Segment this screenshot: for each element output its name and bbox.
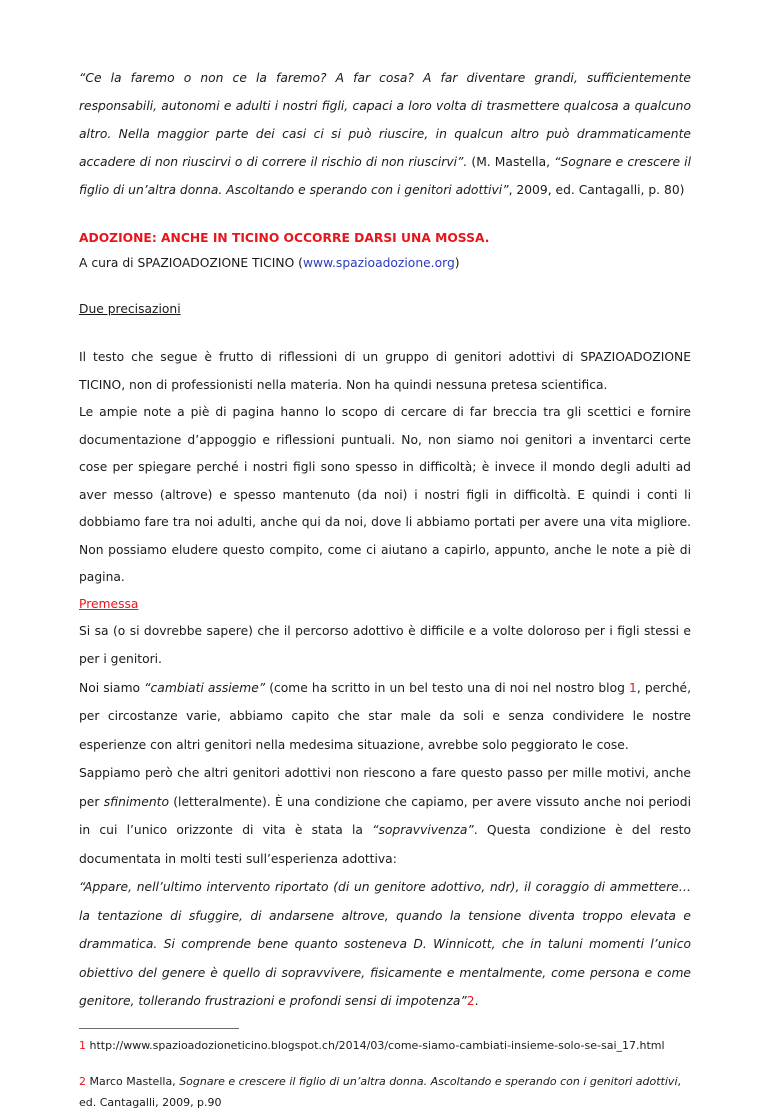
quote-cite-close: , 2009, ed. Cantagalli, p. 80) — [508, 183, 685, 197]
p3-em2: “sopravvivenza” — [372, 823, 474, 837]
footnote-separator — [79, 1028, 239, 1029]
p3-a: Sappiamo però che altri genitori adottivi non riescono a fare questo passo per mille motivi, anche per — [79, 766, 691, 809]
document-title: ADOZIONE: ANCHE IN TICINO OCCORRE DARSI UNA MOSSA. — [79, 231, 490, 245]
footnote-1-number: 1 — [79, 1038, 86, 1052]
website-link[interactable]: www.spazioadozione.org — [302, 256, 455, 270]
byline-suffix: ) — [454, 256, 460, 270]
footnote-ref-1[interactable]: 1 — [629, 680, 637, 695]
paragraph-scope: Il testo che segue è frutto di riflessioni di un gruppo di genitori adottivi di SPAZIOADOZIONE TICINO, non di professionisti nella materia. Non ha quindi nessuna pretesa scientifica. — [79, 350, 691, 392]
p3-c: . Questa condizione è del resto documentata in molti testi sull’esperienza adottiva: — [79, 823, 691, 866]
byline-prefix: A cura di SPAZIOADOZIONE TICINO ( — [79, 256, 303, 270]
p2-c: , perché, per circostanze varie, abbiamo capito che star male da soli e senza condividere le nostre esperienze con altri genitori nella medesima situazione, avrebbe solo peggiorato le cose. — [79, 680, 692, 752]
footnote-2-number: 2 — [79, 1074, 86, 1088]
p3-em: sfinimento — [103, 794, 169, 809]
footnote-1 — [79, 1036, 691, 1056]
quote2-text: “Appare, nell’ultimo intervento riportato (di un genitore adottivo, ndr), il coraggio di ammettere… la tentazione di sfuggire, di andarsene altrove, quando la tensione diventa troppo elevata e drammatica. Si comprende bene quanto sosteneva D. Winnicott, che in taluni momenti l’unico obiettivo del genere è quello di sopravvivere, fisicamente e mentalmente, come persona e come genitore, tollerando frustrazioni e profondi sensi di impotenza” — [79, 880, 691, 1008]
p2-em: “cambiati assieme” — [144, 680, 266, 695]
footnote-2-title: Sognare e crescere il figlio di un’altra donna. Ascoltando e sperando con i genitori adottivi — [179, 1074, 678, 1088]
quote2-end: . — [474, 994, 479, 1008]
quote-cite-title: “Sognare e crescere il figlio di un’altra donna. Ascoltando e sperando con i genitori adottivi” — [79, 155, 691, 197]
winnicott-quote — [79, 873, 691, 1016]
quote-text: “Ce la faremo o non ce la faremo? A far cosa? A far diventare grandi, sufficientemente responsabili, autonomi e adulti i nostri figli, capaci a loro volta di trasmettere qualcosa a qualcuno altro. Nella maggior parte dei casi ci si può riuscire, in qualcun altro può drammaticamente accadere di non riuscirvi o di correre il rischio di non riuscirvi”. — [79, 71, 691, 169]
section-title-due-precisazioni: Due precisazioni — [79, 302, 181, 316]
paragraph-sfinimento — [79, 759, 691, 873]
paragraph-percorso: Si sa (o si dovrebbe sapere) che il percorso adottivo è difficile e a volte doloroso per i figli stessi e per i genitori. — [79, 623, 691, 666]
footnote-1-url[interactable]: http://www.spazioadozioneticino.blogspot.ch/2014/03/come-siamo-cambiati-insieme-solo-se-sai_17.html — [86, 1038, 665, 1052]
section-title-premessa: Premessa — [79, 596, 139, 611]
footnote-ref-2[interactable]: 2 — [466, 994, 475, 1008]
footnote-2-author: Marco Mastella, — [86, 1074, 180, 1088]
p2-b: (come ha scritto in un bel testo una di noi nel nostro blog — [265, 680, 629, 695]
footnote-2 — [79, 1071, 691, 1113]
quote-cite-open: (M. Mastella, — [467, 155, 555, 169]
p3-b: (letteralmente). È una condizione che capiamo, per avere vissuto anche noi periodi in cui l’unico orizzonte di vita è stata la — [79, 794, 691, 837]
document-page — [79, 64, 691, 1113]
paragraph-footnotes-purpose: Le ampie note a piè di pagina hanno lo scopo di cercare di far breccia tra gli scettici e fornire documentazione d’appoggio e riflessioni puntuali. No, non siamo noi genitori a inventarci certe cose per spiegare perché i nostri figli sono spesso in difficoltà; è invece il mondo degli adulti ad aver messo (altrove) e spesso mantenuto (da noi) i nostri figli in difficoltà. E quindi i conti li dobbiamo fare tra noi adulti, anche qui da noi, dove li abbiamo portati per avere una vita migliore. Non possiamo eludere questo compito, come ci aiutano a capirlo, appunto, anche le note a piè di pagina. — [79, 405, 691, 584]
byline — [79, 252, 691, 274]
p2-a: Noi siamo — [79, 680, 145, 695]
paragraph-cambiati-assieme — [79, 674, 691, 760]
opening-quote — [79, 64, 691, 204]
footnote-2-publisher: , ed. Cantagalli, 2009, p.90 — [79, 1074, 681, 1109]
